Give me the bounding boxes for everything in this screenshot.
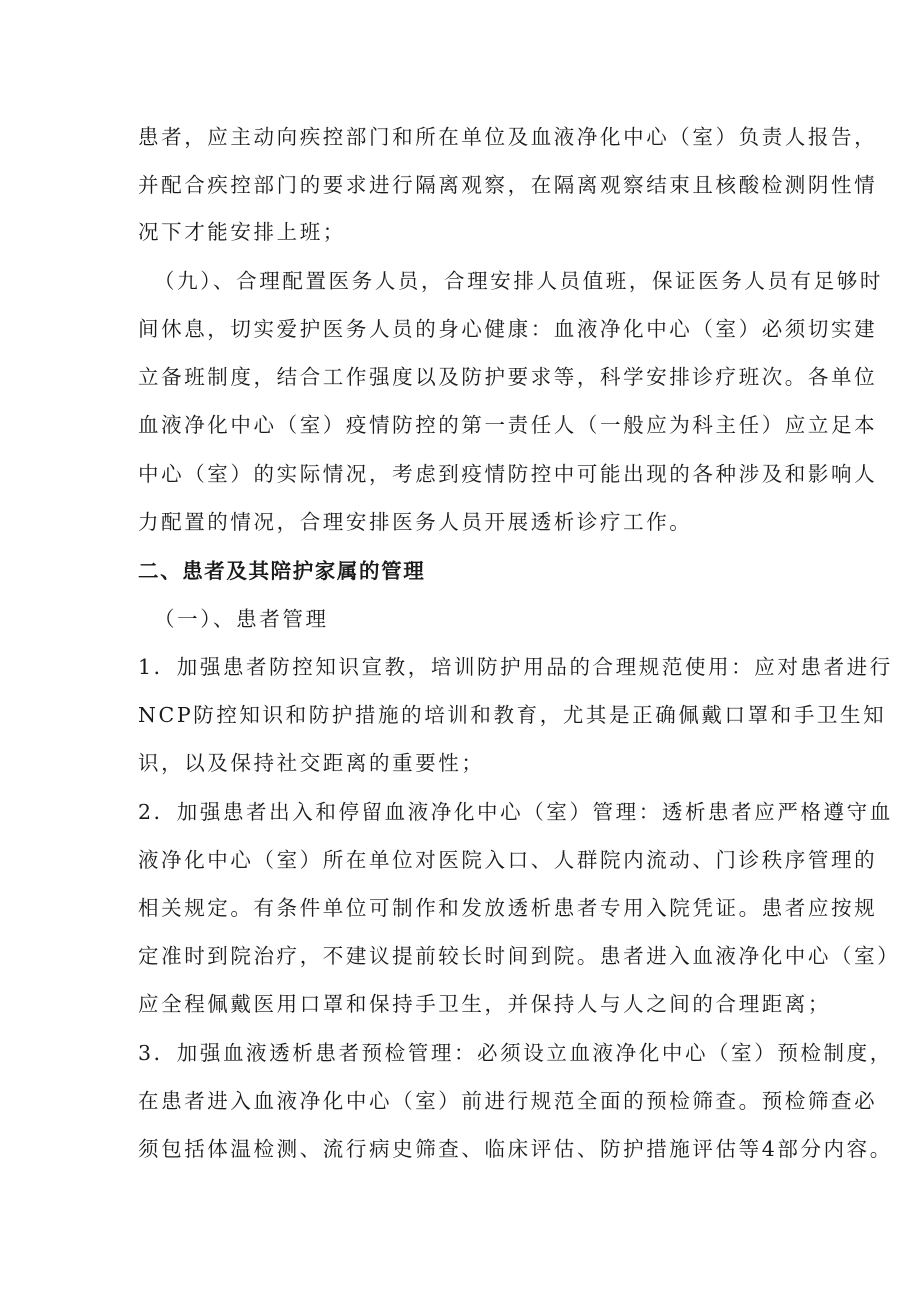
list-item-line: 应全程佩戴医用口罩和保持手卫生，并保持人与人之间的合理距离； (138, 992, 831, 1016)
list-item-line: 相关规定。有条件单位可制作和发放透析患者专用入院凭证。患者应按规 (138, 896, 878, 920)
paragraph-line: 力配置的情况，合理安排医务人员开展透析诊疗工作。 (138, 510, 693, 534)
section-heading: 二、患者及其陪护家属的管理 (138, 559, 426, 583)
paragraph-line: （九）、合理配置医务人员，合理安排人员值班，保证医务人员有足够时 (154, 269, 883, 293)
paragraph-line: 中心（室）的实际情况，考虑到疫情防控中可能出现的各种涉及和影响人 (138, 462, 878, 486)
paragraph-line: 况下才能安排上班； (138, 220, 346, 244)
paragraph-line: 间休息，切实爱护医务人员的身心健康：血液净化中心（室）必须切实建 (138, 317, 878, 341)
list-item-line: 在患者进入血液净化中心（室）前进行规范全面的预检筛查。预检筛查必 (138, 1089, 878, 1113)
paragraph-line: 患者，应主动向疾控部门和所在单位及血液净化中心（室）负责人报告， (138, 125, 878, 149)
paragraph-line: 立备班制度，结合工作强度以及防护要求等，科学安排诊疗班次。各单位 (138, 365, 878, 389)
paragraph-line: 血液净化中心（室）疫情防控的第一责任人（一般应为科主任）应立足本 (138, 413, 878, 437)
list-item-line: 3．加强血液透析患者预检管理：必须设立血液净化中心（室）预检制度， (138, 1041, 893, 1065)
list-item-line: 识，以及保持社交距离的重要性； (138, 751, 485, 775)
list-item-line: 1．加强患者防控知识宣教，培训防护用品的合理规范使用：应对患者进行 (138, 655, 893, 679)
list-item-line: 液净化中心（室）所在单位对医院入口、人群院内流动、门诊秩序管理的 (138, 848, 878, 872)
list-item-line: 2．加强患者出入和停留血液净化中心（室）管理：透析患者应严格遵守血 (138, 800, 893, 824)
list-item-line: 须包括体温检测、流行病史筛查、临床评估、防护措施评估等4部分内容。 (138, 1137, 893, 1161)
paragraph-line: 并配合疾控部门的要求进行隔离观察，在隔离观察结束且核酸检测阴性情 (138, 173, 878, 197)
subsection-heading: （一）、患者管理 (154, 607, 329, 631)
list-item-line: NCP防控知识和防护措施的培训和教育，尤其是正确佩戴口罩和手卫生知 (138, 703, 887, 727)
list-item-line: 定准时到院治疗，不建议提前较长时间到院。患者进入血液净化中心（室） (138, 944, 901, 968)
